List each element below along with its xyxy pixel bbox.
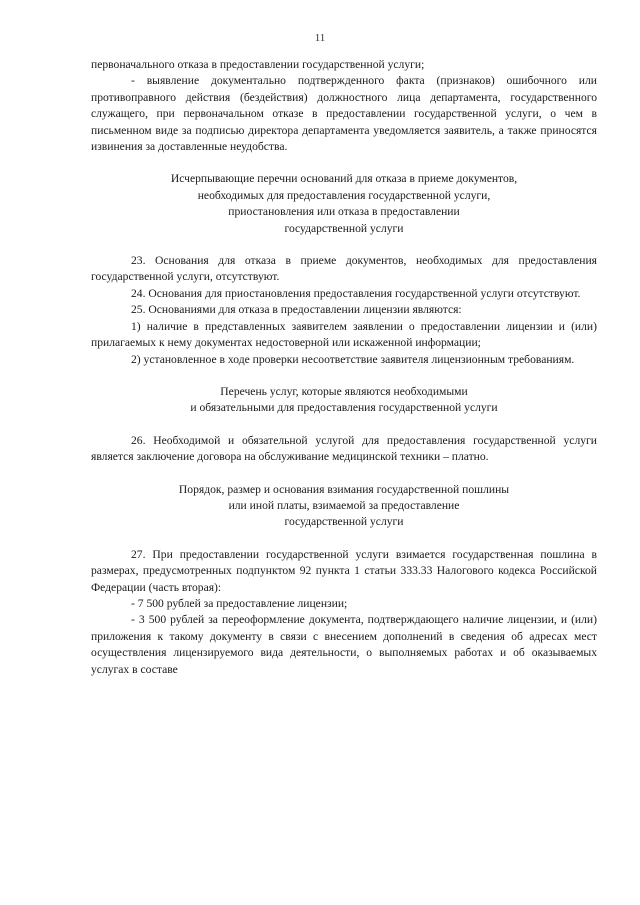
paragraph: 2) установленное в ходе проверки несоответствие заявителя лицензионным требованиям.: [131, 352, 575, 366]
section-gap: [91, 466, 597, 482]
paragraph: - 3 500 рублей за переоформление документа, подтверждающего наличие лицензии, и (или) приложения к такому документу в связи с внесением дополнений в сведения об адресах мест осуществления лицензируемого вида деятельности, о выполняемых работах и об оказываемых услугах в составе: [91, 613, 597, 676]
paragraph: 25. Основаниями для отказа в предоставлении лицензии являются:: [131, 303, 462, 317]
heading-line: Перечень услуг, которые являются необходимыми: [220, 384, 468, 398]
paragraph: - 7 500 рублей за предоставление лицензии;: [131, 596, 348, 610]
section-gap: [91, 155, 597, 171]
section-gap: [91, 368, 597, 384]
heading-line: необходимых для предоставления государственной услуги,: [197, 188, 491, 202]
section-heading: [91, 171, 597, 237]
paragraph: 26. Необходимой и обязательной услугой для предоставления государственной услуги является заключение договора на обслуживание медицинской техники – платно.: [91, 433, 597, 464]
paragraph: - выявление документально подтвержденного факта (признаков) ошибочного или противоправного действия (бездействия) должностного лица департамента, государственного служащего, при первоначальном отказе в предоставлении государственной услуги, о чем в письменном виде за подписью директора департамента уведомляется заявитель, а также приносятся извинения за доставленные неудобства.: [91, 74, 597, 154]
paragraph: 23. Основания для отказа в приеме документов, необходимых для предоставления государственной услуги, отсутствуют.: [91, 254, 597, 284]
document-body: [91, 57, 597, 678]
page-number: 11: [314, 32, 326, 44]
heading-line: и обязательными для предоставления государственной услуги: [190, 401, 498, 415]
section-heading: [91, 384, 597, 417]
section-gap: [91, 417, 597, 433]
paragraph: 24. Основания для приостановления предоставления государственной услуги отсутствуют.: [131, 286, 581, 300]
heading-line: Исчерпывающие перечни оснований для отказа в приеме документов,: [170, 172, 518, 186]
heading-line: государственной услуги: [284, 515, 404, 529]
section-heading: [91, 482, 597, 531]
section-gap: [91, 237, 597, 253]
paragraph: 27. При предоставлении государственной услуги взимается государственная пошлина в размерах, предусмотренных подпунктом 92 пункта 1 статьи 333.33 Налогового кодекса Российской Федерации (часть вторая):: [91, 547, 597, 594]
heading-line: или иной платы, взимаемой за предоставление: [228, 498, 460, 512]
heading-line: приостановления или отказа в предоставлении: [228, 205, 460, 219]
paragraph: первоначального отказа в предоставлении государственной услуги;: [91, 58, 425, 71]
heading-line: государственной услуги: [284, 221, 404, 235]
paragraph: 1) наличие в представленных заявителем заявлении о предоставлении лицензии и (или) прилагаемых к нему документах недостоверной или искаженной информации;: [91, 319, 597, 350]
section-gap: [91, 531, 597, 547]
heading-line: Порядок, размер и основания взимания государственной пошлины: [178, 482, 510, 496]
